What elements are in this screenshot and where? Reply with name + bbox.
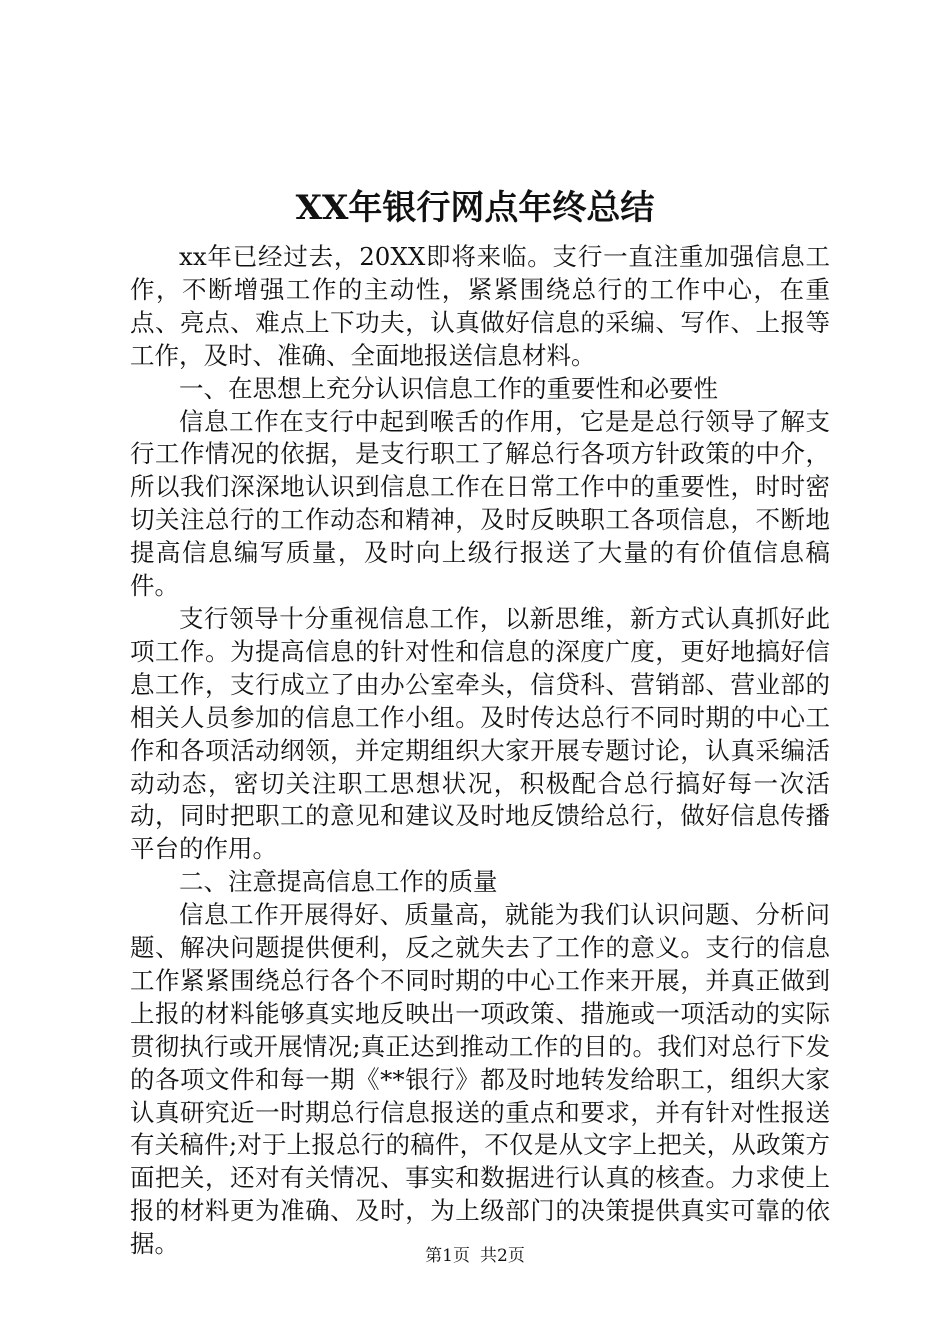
page-footer xyxy=(0,1244,950,1268)
document-body xyxy=(130,241,830,1261)
document-title: XX年银行网点年终总结 xyxy=(295,188,655,228)
section-heading-1: 一、在思想上充分认识信息工作的重要性和必要性 xyxy=(179,373,718,403)
paragraph-3: 信息工作开展得好、质量高，就能为我们认识问题、分析问题、解决问题提供便利，反之就失去了工作的意义。支行的信息工作紧紧围绕总行各个不同时期的中心工作来开展，并真正做到上报的材料能够真实地反映出一项政策、措施或一项活动的实际贯彻执行或开展情况;真正达到推动工作的目的。我们对总行下发的各项文件和每一期《**银行》都及时地转发给职工，组织大家认真研究近一时期总行信息报送的重点和要求，并有针对性报送有关稿件;对于上报总行的稿件，不仅是从文字上把关，从政策方面把关，还对有关情况、事实和数据进行认真的核查。力求使上报的材料更为准确、及时，为上级部门的决策提供真实可靠的依据。 xyxy=(130,900,830,1259)
page-total: 共2页 xyxy=(480,1246,525,1266)
paragraph-2: 支行领导十分重视信息工作，以新思维，新方式认真抓好此项工作。为提高信息的针对性和信息的深度广度，更好地搞好信息工作，支行成立了由办公室牵头，信贷科、营销部、营业部的相关人员参加的信息工作小组。及时传达总行不同时期的中心工作和各项活动纲领，并定期组织大家开展专题讨论，认真采编活动动态，密切关注职工思想状况，积极配合总行搞好每一次活动，同时把职工的意见和建议及时地反馈给总行，做好信息传播平台的作用。 xyxy=(130,603,830,864)
paragraph-1: 信息工作在支行中起到喉舌的作用，它是是总行领导了解支行工作情况的依据，是支行职工了解总行各项方针政策的中介，所以我们深深地认识到信息工作在日常工作中的重要性，时时密切关注总行的工作动态和精神，及时反映职工各项信息，不断地提高信息编写质量，及时向上级行报送了大量的有价值信息稿件。 xyxy=(130,406,830,601)
page-number: 第1页 xyxy=(425,1246,470,1266)
section-heading-2: 二、注意提高信息工作的质量 xyxy=(179,867,498,897)
paragraph-intro: xx年已经过去，20XX即将来临。支行一直注重加强信息工作，不断增强工作的主动性，紧紧围绕总行的工作中心，在重点、亮点、难点上下功夫，认真做好信息的采编、写作、上报等工作，及时、准确、全面地报送信息材料。 xyxy=(130,242,830,370)
